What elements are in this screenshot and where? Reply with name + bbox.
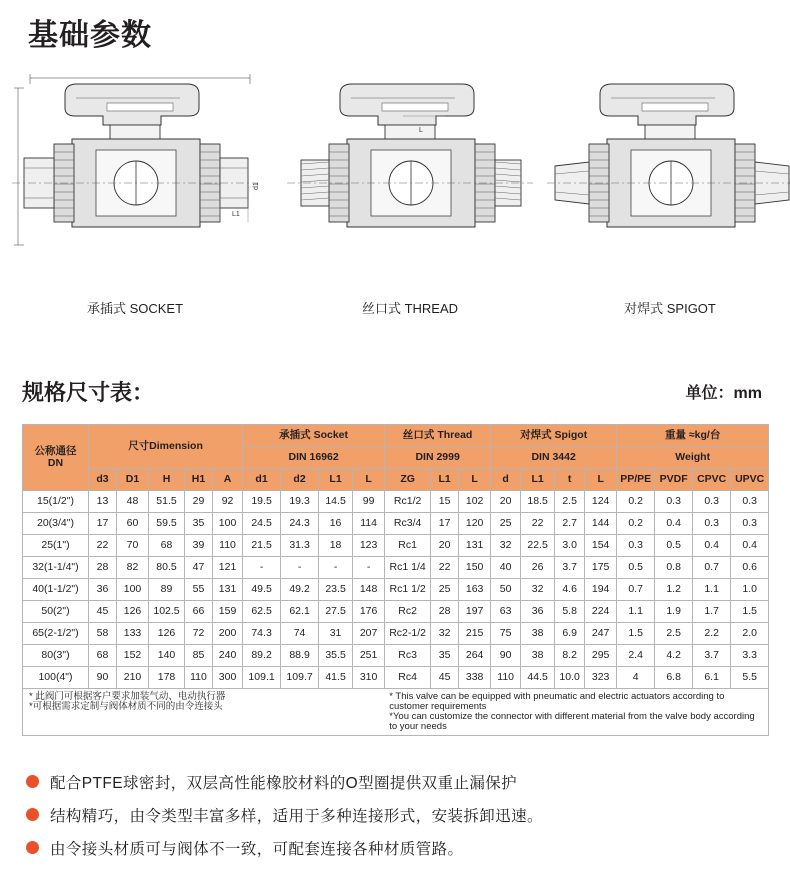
subheader-D1: D1 <box>117 469 149 491</box>
cell: 0.8 <box>655 557 693 579</box>
note-cn-line-2: *可根据需求定制与阀体材质不同的由令连接头 <box>29 700 223 712</box>
cell: 1.5 <box>617 623 655 645</box>
subheader-socket-L: L <box>353 469 385 491</box>
feature-bullet-list <box>26 766 766 865</box>
cell: 41.5 <box>319 667 353 689</box>
header-thread-standard: DIN 2999 <box>385 447 491 469</box>
unit-label: 单位：mm <box>685 385 762 402</box>
cell: 0.4 <box>655 513 693 535</box>
cell: 110 <box>213 535 243 557</box>
cell: 0.7 <box>617 579 655 601</box>
subheader-cpvc: CPVC <box>693 469 731 491</box>
cell: 47 <box>185 557 213 579</box>
table-row <box>23 601 769 623</box>
cell: 51.5 <box>149 491 185 513</box>
cell: 1.9 <box>655 601 693 623</box>
cell: 2.0 <box>731 623 769 645</box>
cell: 38 <box>521 623 555 645</box>
cell: 120 <box>459 513 491 535</box>
cell: 124 <box>585 491 617 513</box>
subheader-pvdf: PVDF <box>655 469 693 491</box>
cell: 55 <box>185 579 213 601</box>
cell: 194 <box>585 579 617 601</box>
cell: 176 <box>353 601 385 623</box>
cell: 80.5 <box>149 557 185 579</box>
cell: 62.5 <box>243 601 281 623</box>
cell: 215 <box>459 623 491 645</box>
header-weight: 重量 ≈kg/台 <box>617 425 769 447</box>
drawing-socket <box>10 70 260 330</box>
cell: 44.5 <box>521 667 555 689</box>
subheader-spigot-L: L <box>585 469 617 491</box>
cell: 3.7 <box>555 557 585 579</box>
cell: Rc3/4 <box>385 513 431 535</box>
cell: - <box>319 557 353 579</box>
note-en-line-1: * This valve can be equipped with pneumatic and electric actuators according to customer requirements <box>389 691 725 712</box>
cell: 0.3 <box>731 513 769 535</box>
cell: Rc4 <box>385 667 431 689</box>
cell: 4 <box>617 667 655 689</box>
cell: 22 <box>521 513 555 535</box>
cell: 0.4 <box>731 535 769 557</box>
dim-label-d1: d1 <box>253 182 260 190</box>
cell: 63 <box>491 601 521 623</box>
cell: 2.5 <box>655 623 693 645</box>
cell: 70 <box>117 535 149 557</box>
list-item <box>26 832 766 863</box>
dim-label-L: L <box>419 127 423 134</box>
cell: 102.5 <box>149 601 185 623</box>
table-row <box>23 667 769 689</box>
spec-table-body <box>23 491 769 736</box>
cell: 323 <box>585 667 617 689</box>
cell-dn: 40(1-1/2") <box>23 579 89 601</box>
cell: 50 <box>491 579 521 601</box>
cell: 0.2 <box>617 513 655 535</box>
table-row <box>23 491 769 513</box>
cell: 133 <box>117 623 149 645</box>
cell-dn: 100(4") <box>23 667 89 689</box>
cell-dn: 15(1/2") <box>23 491 89 513</box>
cell-dn: 20(3/4") <box>23 513 89 535</box>
subheader-H1: H1 <box>185 469 213 491</box>
cell: 14.5 <box>319 491 353 513</box>
cell: 1.0 <box>731 579 769 601</box>
cell: 28 <box>431 601 459 623</box>
table-row <box>23 645 769 667</box>
socket-valve-drawing <box>10 70 260 295</box>
cell: 66 <box>185 601 213 623</box>
cell: 264 <box>459 645 491 667</box>
cell: 207 <box>353 623 385 645</box>
cell: 144 <box>585 513 617 535</box>
cell: 123 <box>353 535 385 557</box>
cell: 13 <box>89 491 117 513</box>
cell: 0.5 <box>617 557 655 579</box>
cell: 85 <box>185 645 213 667</box>
cell: 99 <box>353 491 385 513</box>
cell: 310 <box>353 667 385 689</box>
cell: 32 <box>491 535 521 557</box>
cell: 19.5 <box>243 491 281 513</box>
cell: 22.5 <box>521 535 555 557</box>
cell: 16 <box>319 513 353 535</box>
header-thread: 丝口式 Thread <box>385 425 491 447</box>
cell: 6.8 <box>655 667 693 689</box>
drawings-section <box>0 70 790 330</box>
cell: 224 <box>585 601 617 623</box>
cell: 25 <box>431 579 459 601</box>
cell: 240 <box>213 645 243 667</box>
drawing-caption-thread: 丝口式 THREAD <box>361 301 459 316</box>
cell: 89 <box>149 579 185 601</box>
cell: 60 <box>117 513 149 535</box>
cell: 26 <box>521 557 555 579</box>
cell: 74.3 <box>243 623 281 645</box>
cell: 49.2 <box>281 579 319 601</box>
cell: 200 <box>213 623 243 645</box>
cell: 110 <box>185 667 213 689</box>
cell: 25 <box>491 513 521 535</box>
cell: 2.7 <box>555 513 585 535</box>
cell: 35 <box>185 513 213 535</box>
header-dn <box>23 425 89 491</box>
cell-dn: 32(1-1/4") <box>23 557 89 579</box>
cell: 251 <box>353 645 385 667</box>
spec-table-head <box>23 425 769 491</box>
cell: 75 <box>491 623 521 645</box>
cell: 89.2 <box>243 645 281 667</box>
cell: 59.5 <box>149 513 185 535</box>
bullet-text: 结构精巧，由令类型丰富多样，适用于多种连接形式，安装拆卸迅速。 <box>50 807 543 825</box>
cell: 28 <box>89 557 117 579</box>
cell: 295 <box>585 645 617 667</box>
cell: 5.5 <box>731 667 769 689</box>
cell: 4.6 <box>555 579 585 601</box>
cell: 3.7 <box>693 645 731 667</box>
cell: 148 <box>353 579 385 601</box>
cell: 0.3 <box>655 491 693 513</box>
subheader-ZG: ZG <box>385 469 431 491</box>
spec-table <box>22 424 769 736</box>
cell: 90 <box>89 667 117 689</box>
cell: 17 <box>431 513 459 535</box>
bullet-dot-icon <box>26 808 39 821</box>
cell: 20 <box>491 491 521 513</box>
cell: 58 <box>89 623 117 645</box>
bullet-text: 由令接头材质可与阀体不一致，可配套连接各种材质管路。 <box>50 840 464 858</box>
cell: 92 <box>213 491 243 513</box>
cell: 18 <box>319 535 353 557</box>
cell: 1.1 <box>693 579 731 601</box>
cell: 0.3 <box>617 535 655 557</box>
cell: 3.3 <box>731 645 769 667</box>
cell: 1.7 <box>693 601 731 623</box>
cell: Rc3 <box>385 645 431 667</box>
thread-valve-drawing <box>285 70 535 295</box>
cell: - <box>281 557 319 579</box>
cell: 126 <box>149 623 185 645</box>
subheader-thread-L: L <box>459 469 491 491</box>
cell: 48 <box>117 491 149 513</box>
cell-dn: 25(1") <box>23 535 89 557</box>
bullet-dot-icon <box>26 775 39 788</box>
cell: 36 <box>521 601 555 623</box>
cell: 178 <box>149 667 185 689</box>
cell: 1.1 <box>617 601 655 623</box>
cell: 102 <box>459 491 491 513</box>
cell: 10.0 <box>555 667 585 689</box>
subheader-d3: d3 <box>89 469 117 491</box>
header-socket-standard: DIN 16962 <box>243 447 385 469</box>
subheader-thread-L1: L1 <box>431 469 459 491</box>
cell: 31 <box>319 623 353 645</box>
header-dimension: 尺寸Dimension <box>89 425 243 469</box>
spec-table-wrapper <box>22 424 768 736</box>
cell: 197 <box>459 601 491 623</box>
note-en-line-2: *You can customize the connector with different material from the valve body according to your needs <box>389 710 755 732</box>
cell-dn: 80(3") <box>23 645 89 667</box>
subheader-pppe: PP/PE <box>617 469 655 491</box>
cell-dn: 50(2") <box>23 601 89 623</box>
cell: 36 <box>89 579 117 601</box>
cell: 4.2 <box>655 645 693 667</box>
cell: Rc1 <box>385 535 431 557</box>
cell: 21.5 <box>243 535 281 557</box>
header-dn-cn: 公称通径 <box>34 445 77 458</box>
cell: 210 <box>117 667 149 689</box>
cell: 20 <box>431 535 459 557</box>
cell: 114 <box>353 513 385 535</box>
cell: 163 <box>459 579 491 601</box>
header-weight-sub: Weight <box>617 447 769 469</box>
cell: 152 <box>117 645 149 667</box>
cell: 0.3 <box>693 513 731 535</box>
cell: 121 <box>213 557 243 579</box>
cell: 82 <box>117 557 149 579</box>
bullet-dot-icon <box>26 841 39 854</box>
cell: 1.5 <box>731 601 769 623</box>
subheader-spigot-L1: L1 <box>521 469 555 491</box>
cell: 32 <box>431 623 459 645</box>
cell: 68 <box>89 645 117 667</box>
cell: - <box>243 557 281 579</box>
list-item <box>26 766 766 797</box>
table-row <box>23 557 769 579</box>
cell: 22 <box>431 557 459 579</box>
cell: 68 <box>149 535 185 557</box>
header-dn-en: DN <box>47 456 64 469</box>
cell: 24.3 <box>281 513 319 535</box>
cell: 2.5 <box>555 491 585 513</box>
cell: 49.5 <box>243 579 281 601</box>
cell: 6.9 <box>555 623 585 645</box>
subheader-A: A <box>213 469 243 491</box>
table-row <box>23 535 769 557</box>
cell: Rc2 <box>385 601 431 623</box>
spigot-valve-drawing <box>545 70 790 295</box>
header-spigot-standard: DIN 3442 <box>491 447 617 469</box>
cell: 300 <box>213 667 243 689</box>
subheader-d2: d2 <box>281 469 319 491</box>
cell: 159 <box>213 601 243 623</box>
cell: 247 <box>585 623 617 645</box>
cell: 24.5 <box>243 513 281 535</box>
cell-dn: 65(2-1/2") <box>23 623 89 645</box>
cell: 175 <box>585 557 617 579</box>
cell: 131 <box>459 535 491 557</box>
cell: 31.3 <box>281 535 319 557</box>
dim-label-L1: L1 <box>232 211 240 218</box>
drawing-spigot <box>545 70 790 330</box>
table-header-row-3 <box>23 469 769 491</box>
table-header-row-1 <box>23 425 769 447</box>
cell: 100 <box>117 579 149 601</box>
cell: 1.2 <box>655 579 693 601</box>
cell: 0.7 <box>693 557 731 579</box>
cell: 2.2 <box>693 623 731 645</box>
cell: 109.1 <box>243 667 281 689</box>
cell: 29 <box>185 491 213 513</box>
cell: 22 <box>89 535 117 557</box>
cell: 88.9 <box>281 645 319 667</box>
cell: 90 <box>491 645 521 667</box>
cell: 0.5 <box>655 535 693 557</box>
table-notes-row <box>23 689 769 736</box>
spec-table-title: 规格尺寸表： <box>22 380 155 405</box>
cell: 110 <box>491 667 521 689</box>
drawing-caption-socket: 承插式 SOCKET <box>86 301 184 316</box>
cell: 338 <box>459 667 491 689</box>
table-row <box>23 579 769 601</box>
cell: 27.5 <box>319 601 353 623</box>
subheader-t: t <box>555 469 585 491</box>
note-cn-line-1: * 此阀门可根据客户要求加装气动、电动执行器 <box>29 691 226 702</box>
header-socket: 承插式 Socket <box>243 425 385 447</box>
table-row <box>23 623 769 645</box>
cell: 19.3 <box>281 491 319 513</box>
cell: 150 <box>459 557 491 579</box>
cell: 6.1 <box>693 667 731 689</box>
table-notes <box>23 689 769 736</box>
cell: 140 <box>149 645 185 667</box>
cell: 45 <box>431 667 459 689</box>
cell: 39 <box>185 535 213 557</box>
header-spigot: 对焊式 Spigot <box>491 425 617 447</box>
cell: 18.5 <box>521 491 555 513</box>
list-item <box>26 799 766 830</box>
bullet-text: 配合PTFE球密封，双层高性能橡胶材料的O型圈提供双重止漏保护 <box>50 774 518 792</box>
cell: 100 <box>213 513 243 535</box>
cell: Rc2-1/2 <box>385 623 431 645</box>
cell: 40 <box>491 557 521 579</box>
cell: - <box>353 557 385 579</box>
subheader-upvc: UPVC <box>731 469 769 491</box>
cell: 131 <box>213 579 243 601</box>
cell: 32 <box>521 579 555 601</box>
cell: 35.5 <box>319 645 353 667</box>
cell: 0.3 <box>731 491 769 513</box>
cell: 15 <box>431 491 459 513</box>
cell: 109.7 <box>281 667 319 689</box>
cell: 45 <box>89 601 117 623</box>
cell: 8.2 <box>555 645 585 667</box>
page-title: 基础参数 <box>28 19 152 52</box>
cell: 154 <box>585 535 617 557</box>
cell: 74 <box>281 623 319 645</box>
cell: 0.6 <box>731 557 769 579</box>
cell: 35 <box>431 645 459 667</box>
cell: 62.1 <box>281 601 319 623</box>
cell: 3.0 <box>555 535 585 557</box>
drawing-caption-spigot: 对焊式 SPIGOT <box>624 301 716 316</box>
cell: Rc1 1/2 <box>385 579 431 601</box>
subheader-d1: d1 <box>243 469 281 491</box>
cell: 0.2 <box>617 491 655 513</box>
subheader-H: H <box>149 469 185 491</box>
cell: 0.4 <box>693 535 731 557</box>
cell: 38 <box>521 645 555 667</box>
cell: 17 <box>89 513 117 535</box>
cell: 72 <box>185 623 213 645</box>
cell: Rc1 1/4 <box>385 557 431 579</box>
cell: 5.8 <box>555 601 585 623</box>
cell: 126 <box>117 601 149 623</box>
cell: 2.4 <box>617 645 655 667</box>
drawing-thread <box>285 70 535 330</box>
table-row <box>23 513 769 535</box>
subheader-socket-L1: L1 <box>319 469 353 491</box>
cell: 23.5 <box>319 579 353 601</box>
cell: Rc1/2 <box>385 491 431 513</box>
subheader-d: d <box>491 469 521 491</box>
cell: 0.3 <box>693 491 731 513</box>
